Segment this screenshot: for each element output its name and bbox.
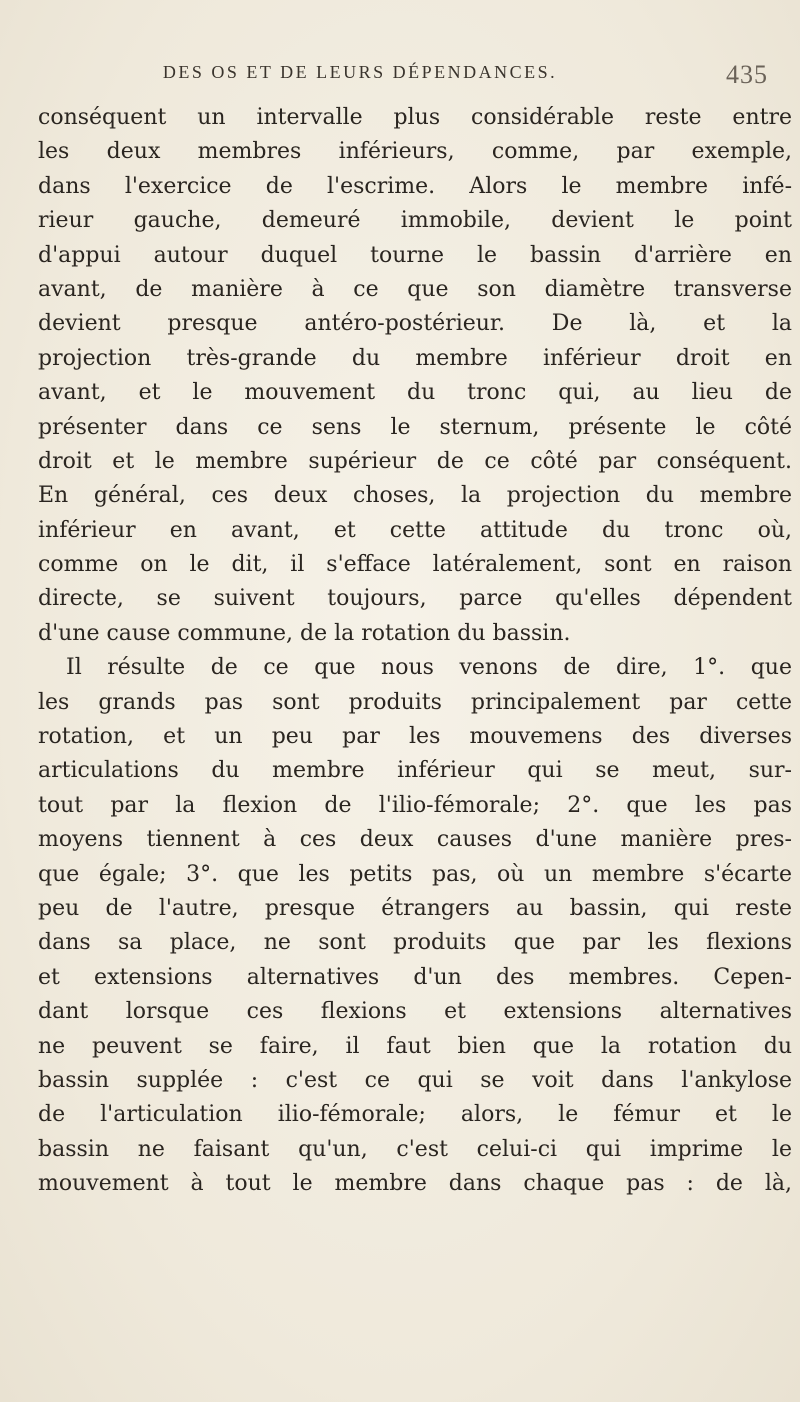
text-line: et extensions alternatives d'un des membres. Cepen- <box>38 964 792 990</box>
text-line: bassin supplée : c'est ce qui se voit dans l'ankylose <box>38 1067 792 1093</box>
text-line: rotation, et un peu par les mouvemens des diverses <box>38 724 792 750</box>
text-line: conséquent un intervalle plus considérable reste entre <box>38 105 792 130</box>
text-line: directe, se suivent toujours, parce qu'elles dépendent <box>38 586 792 612</box>
text-line: ne peuvent se faire, il faut bien que la rotation du <box>38 1033 792 1059</box>
text-line: de l'articulation ilio-fémorale; alors, le fémur et le <box>38 1102 792 1128</box>
text-line: devient presque antéro-postérieur. De là, et la <box>38 311 792 337</box>
body-text <box>38 101 792 1202</box>
text-line: présenter dans ce sens le sternum, présente le côté <box>38 414 792 440</box>
running-head: DES OS ET DE LEURS DÉPENDANCES. <box>162 62 558 82</box>
text-line: En général, ces deux choses, la projection du membre <box>38 483 792 509</box>
text-line: Il résulte de ce que nous venons de dire, 1°. que <box>66 655 792 681</box>
text-line: projection très-grande du membre inférieur droit en <box>38 345 792 371</box>
text-line: dant lorsque ces flexions et extensions alternatives <box>38 999 792 1025</box>
text-line: dans sa place, ne sont produits que par les flexions <box>38 930 792 956</box>
text-line: moyens tiennent à ces deux causes d'une manière pres- <box>38 827 792 853</box>
text-line: tout par la flexion de l'ilio-fémorale; 2°. que les pas <box>38 792 792 818</box>
text-line: articulations du membre inférieur qui se meut, sur- <box>38 758 792 784</box>
text-line: bassin ne faisant qu'un, c'est celui-ci qui imprime le <box>38 1136 792 1162</box>
text-line: d'une cause commune, de la rotation du bassin. <box>38 620 571 646</box>
text-line: dans l'exercice de l'escrime. Alors le membre infé- <box>38 173 792 199</box>
text-line: comme on le dit, il s'efface latéralement, sont en raison <box>38 552 792 578</box>
text-line: rieur gauche, demeuré immobile, devient le point <box>38 208 792 234</box>
text-line: droit et le membre supérieur de ce côté par conséquent. <box>38 448 792 474</box>
text-line: inférieur en avant, et cette attitude du tronc où, <box>38 517 792 543</box>
text-line: avant, de manière à ce que son diamètre transverse <box>38 276 792 302</box>
text-line: avant, et le mouvement du tronc qui, au lieu de <box>38 380 792 406</box>
page-header <box>40 60 790 94</box>
page-number: 435 <box>726 60 768 89</box>
text-line: que égale; 3°. que les petits pas, où un membre s'écarte <box>38 861 792 887</box>
text-line: peu de l'autre, presque étrangers au bassin, qui reste <box>38 895 792 921</box>
text-line: d'appui autour duquel tourne le bassin d'arrière en <box>38 242 792 268</box>
text-line: mouvement à tout le membre dans chaque pas : de là, <box>38 1171 792 1197</box>
text-line: les deux membres inférieurs, comme, par exemple, <box>38 139 792 165</box>
text-line: les grands pas sont produits principalement par cette <box>38 689 792 715</box>
